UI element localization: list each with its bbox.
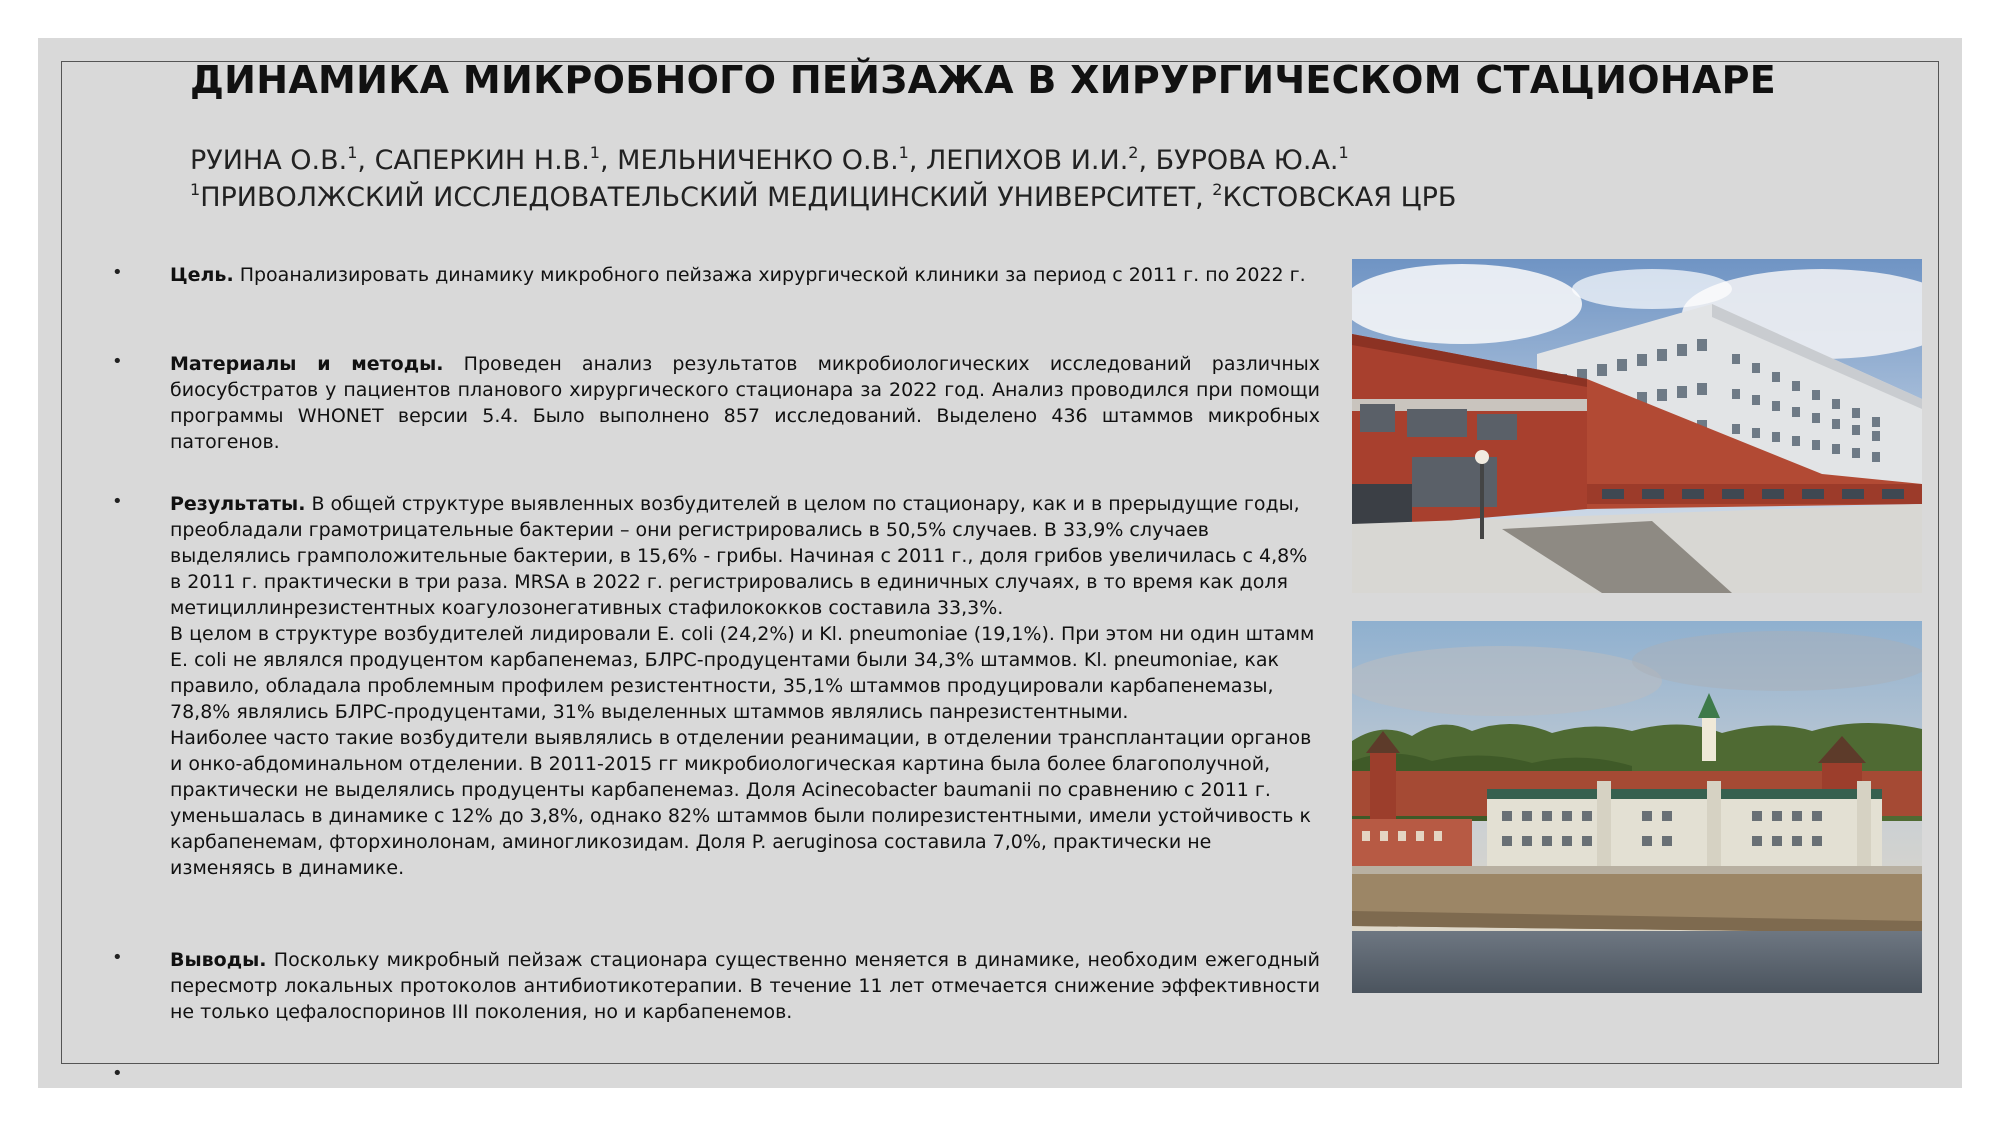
- author-ruina: РУИНА О.В.: [190, 145, 348, 176]
- methods-text: Проведен анализ результатов микробиологических исследований различных биосубстратов у пациентов планового хирургического стационара за 2022 год. Анализ проводился при помощи программы WHONET версии 5.4. Было выполнено 857 исследований. Выделено 436 штаммов микробных патогенов.: [170, 353, 1320, 453]
- author-burova: , БУРОВА Ю.А.: [1138, 145, 1339, 176]
- results-label: Результаты.: [170, 493, 306, 515]
- bullet-results: •: [112, 491, 123, 512]
- affiliations-line: $^1$ПРИВОЛЖСКИЙ ИССЛЕДОВАТЕЛЬСКИЙ МЕДИЦИНСКИЙ УНИВЕРСИТЕТ, $^2$КСТОВСКАЯ ЦРБ: [190, 180, 1457, 213]
- hospital-building-photo: [1352, 259, 1922, 593]
- methods-paragraph: [170, 351, 1320, 455]
- conclusions-text: Поскольку микробный пейзаж стационара существенно меняется в динамике, необходим ежегодный пересмотр локальных протоколов антибиотикотерапии. В течение 11 лет отмечается снижение эффективности не только цефалоспоринов III поколения, но и карбапенемов.: [170, 949, 1320, 1023]
- author-saperkin: , САПЕРКИН Н.В.: [357, 145, 590, 176]
- results-p2: В целом в структуре возбудителей лидировали E. coli (24,2%) и Kl. pneumoniae (19,1%). При этом ни один штамм E. coli не являлся продуцентом карбапенемаз, БЛРС-продуцентами были 34,3% штаммов. Kl. pneumoniae, как правило, обладала проблемным профилем резистентности, 35,1% штаммов продуцировали карбапенемазы, 78,8% являлись БЛРС-продуцентами, 31% выделенных штаммов являлись панрезистентными.: [170, 623, 1315, 723]
- goal-text: Проанализировать динамику микробного пейзажа хирургической клиники за период с 2011 г. по 2022 г.: [233, 264, 1306, 286]
- goal-paragraph: [170, 262, 1320, 288]
- kremlin-riverside-photo: [1352, 621, 1922, 993]
- author-melnichenko: , МЕЛЬНИЧЕНКО О.В.: [599, 145, 899, 176]
- bullet-empty: •: [112, 1063, 123, 1084]
- bullet-methods: •: [112, 351, 123, 372]
- results-p3: Наиболее часто такие возбудители выявлялись в отделении реанимации, в отделении трансплантации органов и онко-абдоминальном отделении. В 2011-2015 гг микробиологическая картина была более благополучной, практически не выделялись продуценты карбапенемаз. Доля Acinecobacter baumanii по сравнению с 2011 г. уменьшалась в динамике с 12% до 3,8%, однако 82% штаммов были полирезистентными, имели устойчивость к карбапенемам, фторхинолонам, аминогликозидам. Доля P. aeruginosa составила 7,0%, практически не изменяясь в динамике.: [170, 727, 1312, 879]
- goal-label: Цель.: [170, 264, 234, 286]
- methods-label: Материалы и методы.: [170, 353, 444, 375]
- bullet-goal: •: [112, 262, 123, 283]
- slide-title: ДИНАМИКА МИКРОБНОГО ПЕЙЗАЖА В ХИРУРГИЧЕСКОМ СТАЦИОНАРЕ: [190, 58, 1777, 102]
- bullet-conclusions: •: [112, 947, 123, 968]
- conclusions-label: Выводы.: [170, 949, 267, 971]
- affiliation-hospital: КСТОВСКАЯ ЦРБ: [1222, 182, 1457, 213]
- author-lepikhov: , ЛЕПИХОВ И.И.: [908, 145, 1129, 176]
- affiliation-university: ПРИВОЛЖСКИЙ ИССЛЕДОВАТЕЛЬСКИЙ МЕДИЦИНСКИЙ УНИВЕРСИТЕТ,: [200, 182, 1213, 213]
- conclusions-paragraph: [170, 947, 1320, 1025]
- results-p1: Результаты. В общей структуре выявленных возбудителей в целом по стационару, как и в прерыдущие годы, преобладали грамотрицательные бактерии – они регистрировались в 50,5% случаев. В 33,9% случаев выделялись грамположительные бактерии, в 15,6% - грибы. Начиная с 2011 г., доля грибов увеличилась с 4,8% в 2011 г. практически в три раза. MRSA в 2022 г. регистрировались в единичных случаях, в то время как доля метициллинрезистентных коагулозонегативных стафилококков составила 33,3%.: [170, 493, 1308, 619]
- authors-line: РУИНА О.В.$^1$, САПЕРКИН Н.В.$^1$, МЕЛЬНИЧЕНКО О.В.$^1$, ЛЕПИХОВ И.И.$^2$, БУРОВА Ю.А.$^1$: [190, 143, 1349, 176]
- results-paragraph: [170, 491, 1320, 881]
